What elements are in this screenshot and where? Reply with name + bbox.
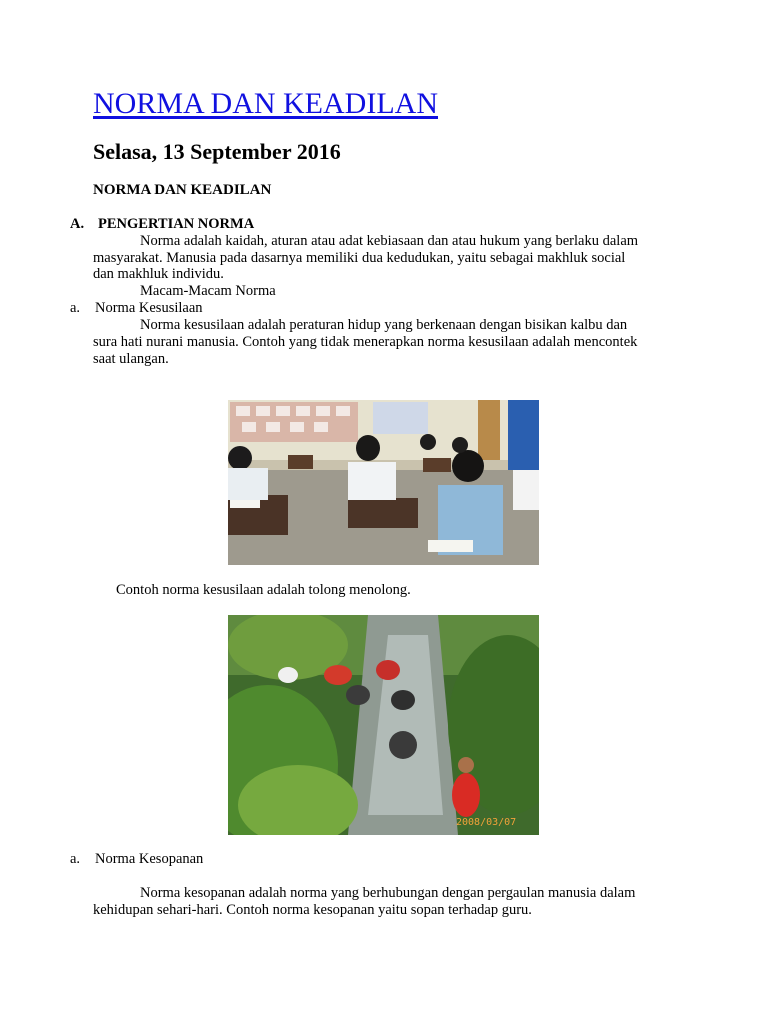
kesusilaan-example: Contoh norma kesusilaan adalah tolong menolong. bbox=[116, 582, 411, 598]
kesusilaan-heading: Norma Kesusilaan bbox=[95, 300, 203, 316]
section-a-text-line1: Norma adalah kaidah, aturan atau adat kebiasaan dan atau hukum yang berlaku dalam bbox=[140, 233, 639, 249]
kesusilaan-text-line3: saat ulangan. bbox=[93, 351, 169, 367]
kesopanan-text-line2: kehidupan sehari-hari. Contoh norma kesopanan yaitu sopan terhadap guru. bbox=[93, 902, 532, 918]
section-subtitle: NORMA DAN KEADILAN bbox=[93, 182, 272, 198]
classroom-exam-photo bbox=[228, 400, 539, 565]
macam-norma-label: Macam-Macam Norma bbox=[140, 283, 276, 299]
kesusilaan-text-line2: sura hati nurani manusia. Contoh yang tidak menerapkan norma kesusilaan adalah mencontek bbox=[93, 334, 638, 350]
kesusilaan-text-line1: Norma kesusilaan adalah peraturan hidup yang berkenaan dengan bisikan kalbu dan bbox=[140, 317, 628, 333]
kesopanan-text-line1: Norma kesopanan adalah norma yang berhubungan dengan pergaulan manusia dalam bbox=[140, 885, 636, 901]
section-a-text-line2: masyarakat. Manusia pada dasarnya memiliki dua kedudukan, yaitu sebagai makhluk social bbox=[93, 250, 626, 266]
post-date: Selasa, 13 September 2016 bbox=[93, 139, 341, 164]
kesopanan-heading: Norma Kesopanan bbox=[95, 851, 204, 867]
helping-climb-photo bbox=[228, 615, 539, 835]
kesusilaan-marker: a. bbox=[70, 300, 81, 316]
page-title[interactable]: NORMA DAN KEADILAN bbox=[93, 87, 438, 120]
section-a-marker: A. bbox=[70, 216, 85, 232]
photo-date-stamp: 2008/03/07 bbox=[456, 817, 517, 828]
section-a-heading: PENGERTIAN NORMA bbox=[98, 216, 255, 232]
kesopanan-marker: a. bbox=[70, 851, 81, 867]
section-a-text-line3: dan makhluk individu. bbox=[93, 266, 224, 282]
